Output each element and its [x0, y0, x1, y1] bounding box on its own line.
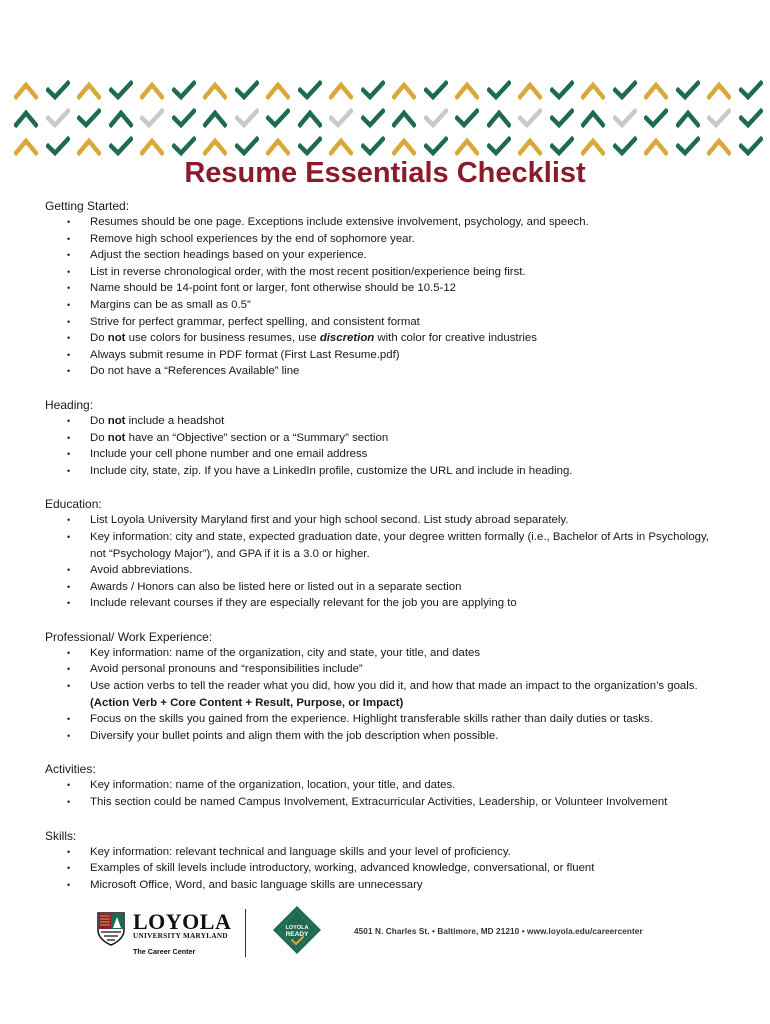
list-item — [45, 562, 745, 579]
band-row-3 — [14, 135, 758, 157]
emphasis-text: not — [107, 431, 126, 444]
list-item — [45, 297, 745, 314]
chevron-up-icon — [676, 107, 700, 129]
list-item — [45, 678, 745, 711]
bullet-list — [45, 844, 745, 894]
chevron-up-icon — [329, 135, 353, 157]
list-item — [45, 347, 745, 364]
list-item — [45, 595, 745, 612]
checkmark-icon — [140, 107, 164, 129]
checkmark-icon — [298, 135, 322, 157]
bullet-icon: • — [67, 465, 71, 476]
bullet-icon: • — [67, 681, 71, 692]
chevron-up-icon — [581, 107, 605, 129]
chevron-up-icon — [392, 135, 416, 157]
band-row-1 — [14, 79, 758, 101]
decorative-check-band — [14, 79, 758, 159]
item-text: Key information: name of the organization, city and state, your title, and dates — [90, 646, 481, 659]
checkmark-icon — [739, 107, 763, 129]
list-item — [45, 529, 745, 562]
item-text: List Loyola University Maryland first and your high school second. List study abroad separately. — [90, 514, 569, 527]
chevron-up-icon — [266, 135, 290, 157]
item-text: Do not have a “References Available” line — [90, 365, 300, 378]
chevron-up-icon — [581, 79, 605, 101]
checkmark-icon — [172, 79, 196, 101]
checkmark-icon — [235, 79, 259, 101]
bullet-icon: • — [67, 664, 71, 675]
checkmark-icon — [424, 107, 448, 129]
chevron-up-icon — [203, 79, 227, 101]
item-text: Avoid personal pronouns and “responsibilities include” — [90, 663, 363, 676]
page-title: Resume Essentials Checklist — [184, 157, 586, 189]
list-item — [45, 430, 745, 447]
list-item — [45, 463, 745, 480]
bullet-icon: • — [67, 846, 71, 857]
item-text: List in reverse chronological order, with the most recent position/experience being first. — [90, 265, 526, 278]
bullet-icon: • — [67, 879, 71, 890]
checkmark-icon — [644, 107, 668, 129]
checkmark-icon — [739, 135, 763, 157]
list-item — [45, 844, 745, 861]
checkmark-icon — [235, 135, 259, 157]
list-item — [45, 214, 745, 231]
checkmark-icon — [739, 79, 763, 101]
checkmark-icon — [46, 135, 70, 157]
loyola-ready-badge-icon — [272, 905, 322, 955]
chevron-up-icon — [487, 107, 511, 129]
checkmark-icon — [298, 79, 322, 101]
bullet-icon: • — [67, 647, 71, 658]
item-text: Do — [90, 414, 108, 427]
item-text: Do — [90, 431, 108, 444]
bullet-icon: • — [67, 333, 71, 344]
career-center-label: The Career Center — [133, 947, 196, 956]
checkmark-icon — [550, 107, 574, 129]
chevron-up-icon — [518, 79, 542, 101]
bullet-icon: • — [67, 299, 71, 310]
item-text: Strive for perfect grammar, perfect spelling, and consistent format — [90, 315, 420, 328]
item-text: Awards / Honors can also be listed here or listed out in a separate section — [90, 580, 462, 593]
chevron-up-icon — [392, 79, 416, 101]
item-text: not “Psychology Major”), and GPA if it is a 3.0 or higher. — [90, 547, 370, 560]
list-item — [45, 728, 745, 745]
chevron-up-icon — [14, 135, 38, 157]
item-text: Focus on the skills you gained from the experience. Highlight transferable skills rather than daily duties or tasks. — [90, 713, 653, 726]
item-text: include a headshot — [125, 414, 225, 427]
item-text: Use action verbs to tell the reader what you did, how you did it, and how that made an impact to the organization’s goals. — [90, 680, 698, 693]
section-getting-started — [45, 198, 745, 380]
checkmark-icon — [172, 135, 196, 157]
checkmark-icon — [518, 107, 542, 129]
list-item — [45, 264, 745, 281]
checkmark-icon — [613, 107, 637, 129]
item-text: Microsoft Office, Word, and basic language skills are unnecessary — [90, 878, 423, 891]
checkmark-icon — [613, 135, 637, 157]
footer-divider — [245, 909, 246, 957]
bullet-icon: • — [67, 730, 71, 741]
ready-badge-line-2: READY — [285, 931, 309, 938]
item-text: Adjust the section headings based on your experience. — [90, 249, 367, 262]
band-row-2 — [14, 107, 758, 129]
chevron-up-icon — [203, 135, 227, 157]
item-text: Include relevant courses if they are especially relevant for the job you are applying to — [90, 597, 517, 610]
list-item — [45, 645, 745, 662]
checkmark-icon — [676, 79, 700, 101]
item-text: Include your cell phone number and one email address — [90, 448, 368, 461]
checkmark-icon — [266, 107, 290, 129]
section-skills — [45, 828, 745, 894]
checkmark-icon — [550, 79, 574, 101]
item-text: Remove high school experiences by the end of sophomore year. — [90, 232, 415, 245]
list-item — [45, 711, 745, 728]
checkmark-icon — [550, 135, 574, 157]
bullet-icon: • — [67, 217, 71, 227]
chevron-up-icon — [644, 79, 668, 101]
checkmark-icon — [455, 107, 479, 129]
emphasis-text: not — [107, 332, 126, 345]
bullet-icon: • — [67, 449, 71, 460]
university-subtitle: UNIVERSITY MARYLAND — [133, 932, 228, 940]
emphasis-text: discretion — [319, 332, 375, 345]
checkmark-icon — [109, 135, 133, 157]
emphasis-text: not — [107, 414, 126, 427]
chevron-up-icon — [109, 107, 133, 129]
section-heading: Heading: — [45, 397, 94, 412]
bullet-icon: • — [67, 316, 71, 327]
item-text: Key information: name of the organization, location, your title, and dates. — [90, 779, 456, 792]
chevron-up-icon — [455, 79, 479, 101]
section-heading: Professional/ Work Experience: — [45, 629, 213, 644]
checkmark-icon — [613, 79, 637, 101]
bullet-list — [45, 413, 745, 479]
bullet-icon: • — [67, 531, 71, 542]
item-text: Examples of skill levels include introductory, working, advanced knowledge, conversational, or fluent — [90, 862, 595, 875]
bullet-icon: • — [67, 714, 71, 725]
list-item — [45, 413, 745, 430]
chevron-up-icon — [140, 135, 164, 157]
list-item — [45, 280, 745, 297]
chevron-up-icon — [644, 135, 668, 157]
list-item — [45, 314, 745, 331]
chevron-up-icon — [14, 79, 38, 101]
bullet-icon: • — [67, 349, 71, 360]
item-text: Name should be 14-point font or larger, font otherwise should be 10.5-12 — [90, 282, 456, 295]
bullet-icon: • — [67, 515, 71, 526]
bullet-icon: • — [67, 432, 71, 443]
bullet-icon: • — [67, 565, 71, 576]
checkmark-icon — [361, 107, 385, 129]
item-text: Key information: relevant technical and language skills and your level of proficiency. — [90, 845, 511, 858]
chevron-up-icon — [77, 79, 101, 101]
chevron-up-icon — [14, 107, 38, 129]
checkmark-icon — [77, 107, 101, 129]
bullet-list — [45, 214, 745, 380]
chevron-up-icon — [140, 79, 164, 101]
chevron-up-icon — [203, 107, 227, 129]
section-heading: Education: — [45, 497, 102, 512]
section-activities — [45, 761, 745, 810]
list-item — [45, 579, 745, 596]
bullet-list — [45, 512, 745, 612]
checkmark-icon — [361, 135, 385, 157]
chevron-up-icon — [455, 135, 479, 157]
list-item — [45, 330, 745, 347]
item-text: Avoid abbreviations. — [90, 564, 193, 577]
chevron-up-icon — [298, 107, 322, 129]
bullet-icon: • — [67, 266, 71, 277]
bullet-list — [45, 777, 745, 810]
checkmark-icon — [361, 79, 385, 101]
bullet-icon: • — [67, 250, 71, 261]
bullet-icon: • — [67, 780, 71, 791]
bullet-icon: • — [67, 415, 71, 426]
checkmark-icon — [329, 107, 353, 129]
bullet-icon: • — [67, 366, 71, 377]
list-item — [45, 777, 745, 794]
chevron-up-icon — [329, 79, 353, 101]
item-text: Always submit resume in PDF format (First Last Resume.pdf) — [90, 348, 400, 361]
chevron-up-icon — [77, 135, 101, 157]
chevron-up-icon — [581, 135, 605, 157]
checkmark-icon — [424, 79, 448, 101]
section-heading: Getting Started: — [45, 199, 130, 213]
bullet-list — [45, 645, 745, 745]
item-text: Do — [90, 332, 108, 345]
checkmark-icon — [424, 135, 448, 157]
item-text: have an “Objective” section or a “Summary” section — [125, 431, 389, 444]
checkmark-icon — [235, 107, 259, 129]
checkmark-icon — [487, 135, 511, 157]
bullet-icon: • — [67, 797, 71, 808]
footer-address: 4501 N. Charles St. • Baltimore, MD 21210 • www.loyola.edu/careercenter — [354, 927, 643, 936]
list-item — [45, 231, 745, 248]
bullet-icon: • — [67, 581, 71, 592]
checkmark-icon — [487, 79, 511, 101]
bullet-icon: • — [67, 863, 71, 874]
footer — [0, 902, 770, 962]
ready-badge-line-1: LOYOLA — [285, 925, 309, 931]
list-item — [45, 446, 745, 463]
chevron-up-icon — [266, 79, 290, 101]
item-text: Margins can be as small as 0.5” — [90, 298, 251, 311]
checkmark-icon — [109, 79, 133, 101]
section-heading-block — [45, 397, 745, 479]
list-item — [45, 247, 745, 264]
chevron-up-icon — [392, 107, 416, 129]
list-item — [45, 363, 745, 380]
checklist-content — [45, 198, 745, 893]
section-experience — [45, 629, 745, 745]
item-text: use colors for business resumes, use — [125, 332, 320, 345]
loyola-logo-text: LOYOLA — [133, 909, 232, 934]
checkmark-icon — [46, 107, 70, 129]
checkmark-icon — [172, 107, 196, 129]
chevron-up-icon — [707, 79, 731, 101]
section-education — [45, 496, 745, 612]
loyola-crest-icon — [96, 912, 126, 946]
section-heading: Skills: — [45, 828, 77, 843]
item-text: Key information: city and state, expected graduation date, your degree written formally (i.e., Bachelor of Arts in Psychology, — [90, 530, 709, 543]
bullet-icon: • — [67, 233, 71, 244]
list-item — [45, 860, 745, 877]
item-text: Include city, state, zip. If you have a LinkedIn profile, customize the URL and include in heading. — [90, 464, 573, 477]
list-item — [45, 794, 745, 811]
list-item — [45, 661, 745, 678]
item-text: This section could be named Campus Involvement, Extracurricular Activities, Leadership, or Volunteer Involvement — [90, 796, 668, 809]
chevron-up-icon — [518, 135, 542, 157]
bullet-icon: • — [67, 283, 71, 294]
formula-text: (Action Verb + Core Content + Result, Purpose, or Impact) — [90, 696, 404, 709]
list-item — [45, 877, 745, 894]
checkmark-icon — [46, 79, 70, 101]
checkmark-icon — [676, 135, 700, 157]
chevron-up-icon — [707, 135, 731, 157]
section-heading: Activities: — [45, 762, 96, 777]
item-text: with color for creative industries — [374, 332, 537, 345]
bullet-icon: • — [67, 598, 71, 609]
checkmark-icon — [707, 107, 731, 129]
item-text: Resumes should be one page. Exceptions include extensive involvement, psychology, and speech. — [90, 216, 589, 228]
list-item — [45, 512, 745, 529]
item-text: Diversify your bullet points and align them with the job description when possible. — [90, 729, 499, 742]
